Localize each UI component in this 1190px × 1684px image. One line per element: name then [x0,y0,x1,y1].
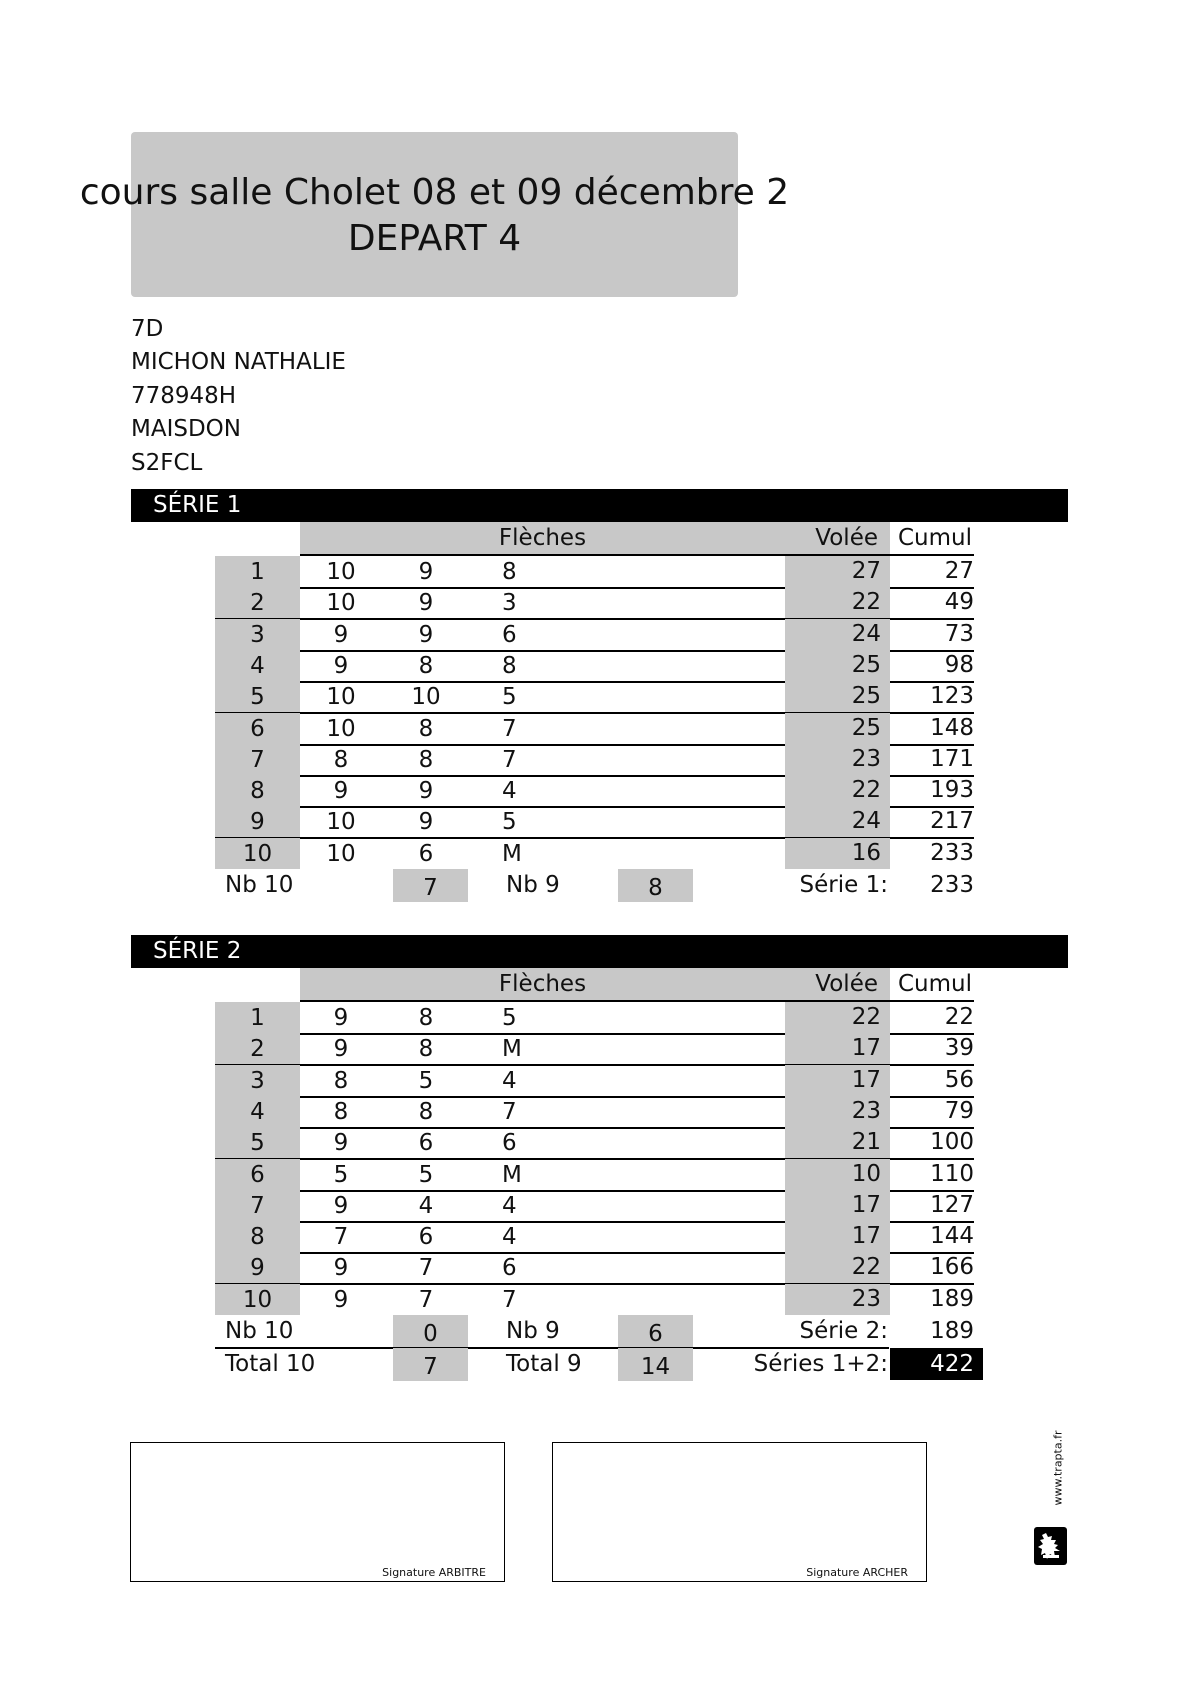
score-row [0,838,1190,872]
running-total: 27 [944,558,974,584]
end-total: 23 [785,1284,890,1315]
score-row [0,1002,1190,1036]
brand-url-text: www.trapta.fr [1051,1430,1065,1506]
arrow-score-1: 9 [333,1005,349,1031]
grand-total-label: Séries 1+2: [753,1351,888,1377]
arrow-score-2: 7 [418,1255,434,1282]
arrow-score-3: 8 [502,559,517,585]
arrow-score-1: 10 [326,590,356,617]
running-total: 49 [944,589,974,616]
end-number: 5 [215,681,300,712]
running-total: 56 [944,1066,974,1093]
arrow-score-2: 6 [418,840,434,867]
score-row [0,1127,1190,1161]
grand-total-row [0,1348,1190,1382]
arrow-score-1: 9 [333,652,349,679]
score-row [0,1159,1190,1193]
arrow-score-1: 8 [333,1067,349,1094]
column-header-fleches: Flèches [300,522,785,555]
score-row [0,1252,1190,1286]
archer-category: S2FCL [131,449,203,476]
nb9-label: Nb 9 [506,1318,560,1344]
arrow-score-1: 10 [326,715,356,742]
competition-title-box [79,132,790,297]
end-number: 4 [215,1096,300,1127]
arrow-score-3: 5 [502,809,517,836]
end-number: 2 [215,1033,300,1064]
arrow-score-1: 8 [333,1098,349,1125]
end-total: 22 [785,587,890,618]
arrow-score-3: 6 [502,621,517,648]
end-total: 22 [785,775,890,806]
arrow-score-2: 8 [418,652,434,679]
arrow-score-1: 10 [326,684,356,711]
arrow-score-2: 9 [418,621,434,648]
end-number: 8 [215,1221,300,1252]
arrow-score-2: 8 [418,1098,434,1125]
column-header-volee: Volée [785,522,890,555]
arrow-score-3: 4 [502,778,517,805]
archer-signature-box[interactable] [552,1442,927,1582]
grand-total-value: 422 [890,1348,983,1380]
end-total: 17 [785,1065,890,1096]
running-total: 110 [930,1160,974,1187]
arrow-score-2: 9 [418,559,434,585]
end-total: 24 [785,619,890,650]
score-row [0,713,1190,747]
running-total: 22 [944,1004,974,1030]
arrow-score-2: 5 [418,1067,434,1094]
end-total: 17 [785,1033,890,1064]
arrow-score-2: 9 [418,778,434,805]
arrow-score-3: 6 [502,1130,517,1157]
column-header-volee: Volée [785,968,890,1001]
archer-target: 7D [131,316,164,342]
end-total: 25 [785,713,890,744]
series-total-value: 189 [930,1318,974,1344]
score-row [0,587,1190,621]
score-row [0,556,1190,590]
running-total: 189 [930,1285,974,1312]
archer-club: MAISDON [131,416,241,443]
nb9-value: 6 [618,1315,693,1348]
running-total: 98 [944,651,974,678]
arrow-score-3: 3 [502,590,517,617]
end-total: 21 [785,1127,890,1158]
score-row [0,619,1190,653]
arrow-score-1: 9 [333,1286,349,1313]
arrow-score-3: 5 [502,1005,517,1031]
end-total: 27 [785,556,890,587]
end-number: 2 [215,587,300,618]
arrow-score-2: 8 [418,1036,434,1063]
arrow-score-3: M [502,1036,522,1063]
score-row [0,1096,1190,1130]
running-total: 217 [930,808,974,835]
end-number: 3 [215,1065,300,1096]
total10-label: Total 10 [225,1351,316,1377]
score-row [0,1190,1190,1224]
running-total: 79 [944,1097,974,1124]
running-total: 233 [930,839,974,866]
arrow-score-3: 7 [502,715,517,742]
nb9-label: Nb 9 [506,872,560,898]
arrow-score-3: 8 [502,652,517,679]
arrow-score-2: 9 [418,590,434,617]
end-total: 22 [785,1002,890,1033]
nb10-label: Nb 10 [225,1318,294,1344]
end-number: 5 [215,1127,300,1158]
arrow-score-1: 10 [326,809,356,836]
end-total: 24 [785,806,890,837]
trapta-logo-icon [1034,1527,1067,1565]
end-number: 10 [215,1284,300,1315]
arrow-score-2: 10 [411,684,441,711]
arrow-score-3: M [502,840,522,867]
end-total: 25 [785,650,890,681]
end-number: 9 [215,806,300,837]
column-header-cumul: Cumul [898,525,973,551]
end-number: 7 [215,744,300,775]
end-total: 16 [785,838,890,869]
arrow-score-2: 6 [418,1224,434,1251]
arrow-score-3: 7 [502,746,517,773]
arrow-score-2: 5 [418,1161,434,1188]
nb9-value: 8 [618,869,693,902]
total9-label: Total 9 [506,1351,582,1377]
running-total: 123 [930,683,974,710]
series-summary-row [0,869,1190,903]
end-total: 10 [785,1159,890,1190]
column-header-cumul: Cumul [898,971,973,997]
arrow-score-1: 10 [326,840,356,867]
end-total: 23 [785,1096,890,1127]
competition-title: cours salle Cholet 08 et 09 décembre 2 [79,172,790,213]
archer-license: 778948H [131,382,237,409]
arrow-score-2: 8 [418,1005,434,1031]
arrow-score-1: 9 [333,621,349,648]
nb10-value: 7 [393,869,468,902]
arrow-score-1: 9 [333,1036,349,1063]
total9-value: 14 [618,1348,693,1381]
arrow-score-2: 8 [418,715,434,742]
arrow-score-3: 7 [502,1098,517,1125]
score-row [0,806,1190,840]
depart-label: DEPART 4 [347,218,522,259]
running-total: 171 [930,745,974,772]
end-total: 22 [785,1252,890,1283]
score-row [0,1065,1190,1099]
nb10-label: Nb 10 [225,872,294,898]
score-row [0,775,1190,809]
arrow-score-3: 4 [502,1224,517,1251]
running-total: 148 [930,714,974,741]
end-total: 23 [785,744,890,775]
end-total: 25 [785,681,890,712]
score-row [0,650,1190,684]
score-row [0,1033,1190,1067]
score-row [0,681,1190,715]
arrow-score-3: 6 [502,1255,517,1282]
end-number: 6 [215,713,300,744]
arrow-score-3: 5 [502,684,517,711]
arrow-score-1: 9 [333,1130,349,1157]
running-total: 73 [944,620,974,647]
arrow-score-1: 7 [333,1224,349,1251]
arrow-score-1: 5 [333,1161,349,1188]
archer-signature-label: Signature ARCHER [806,1566,908,1579]
end-number: 6 [215,1159,300,1190]
arrow-score-3: 7 [502,1286,517,1313]
end-number: 9 [215,1252,300,1283]
arrow-score-2: 8 [418,746,434,773]
arrow-score-1: 8 [333,746,349,773]
column-header-fleches: Flèches [300,968,785,1001]
score-row [0,744,1190,778]
end-number: 7 [215,1190,300,1221]
series-2-heading: SÉRIE 2 [131,935,1068,968]
end-number: 3 [215,619,300,650]
arrow-score-3: M [502,1161,522,1188]
end-number: 10 [215,838,300,869]
running-total: 127 [930,1191,974,1218]
archer-info [131,313,346,480]
end-number: 4 [215,650,300,681]
series-total-value: 233 [930,872,974,898]
end-number: 8 [215,775,300,806]
series-total-label: Série 1: [799,872,888,898]
running-total: 39 [944,1035,974,1062]
running-total: 100 [930,1129,974,1156]
running-total: 144 [930,1223,974,1250]
arrow-score-1: 10 [326,559,356,585]
arrow-score-1: 9 [333,778,349,805]
arrow-score-2: 7 [418,1286,434,1313]
arrow-score-1: 9 [333,1255,349,1282]
referee-signature-label: Signature ARBITRE [382,1566,486,1579]
arrow-score-2: 6 [418,1130,434,1157]
arrow-score-2: 9 [418,809,434,836]
total10-value: 7 [393,1348,468,1381]
series-1-heading: SÉRIE 1 [131,489,1068,522]
arrow-score-3: 4 [502,1192,517,1219]
end-number: 1 [215,556,300,587]
archer-name: MICHON NATHALIE [131,349,346,376]
arrow-score-1: 9 [333,1192,349,1219]
nb10-value: 0 [393,1315,468,1348]
score-row [0,1284,1190,1318]
arrow-score-2: 4 [418,1192,434,1219]
brand-url [1048,1430,1068,1506]
end-number: 1 [215,1002,300,1033]
series-total-label: Série 2: [799,1318,888,1344]
score-row [0,1221,1190,1255]
running-total: 193 [930,777,974,804]
referee-signature-box[interactable] [130,1442,505,1582]
end-total: 17 [785,1221,890,1252]
arrow-score-3: 4 [502,1067,517,1094]
running-total: 166 [930,1254,974,1281]
end-total: 17 [785,1190,890,1221]
series-summary-row [0,1315,1190,1349]
